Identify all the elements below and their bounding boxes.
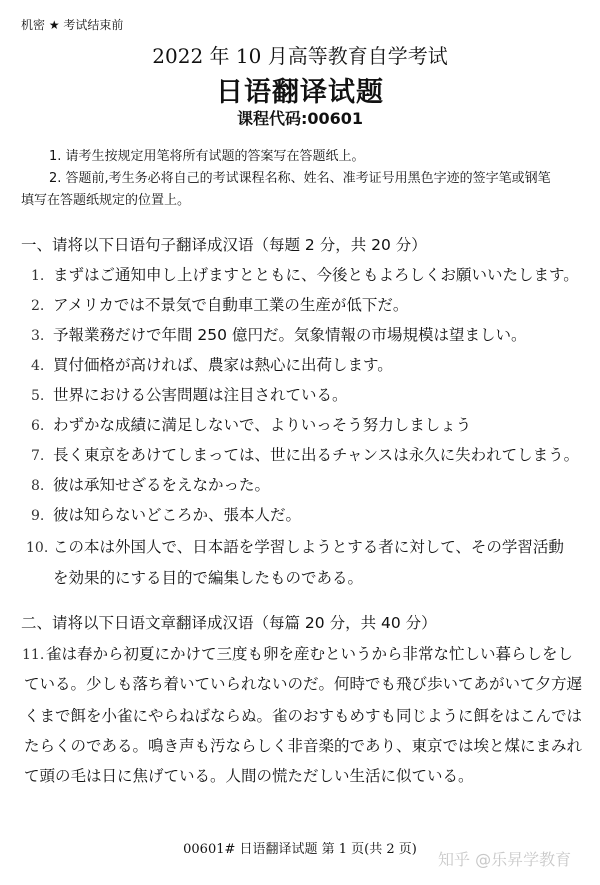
question-4 <box>31 353 393 375</box>
question-7 <box>31 443 579 465</box>
question-text: 買付価格が高ければ、農家は熱心に出荷します。 <box>53 356 393 374</box>
watermark: 知乎 @乐昇学教育 <box>438 850 572 869</box>
question-number: 11. <box>22 647 45 663</box>
question-3 <box>31 323 526 345</box>
question-text: まずはご通知申し上げますとともに、今後ともよろしくお願いいたします。 <box>53 266 579 284</box>
course-code: 课程代码:00601 <box>236 109 364 128</box>
question-text: 彼は承知せざるをえなかった。 <box>53 476 271 494</box>
question-8 <box>31 473 270 495</box>
question-5 <box>31 383 348 405</box>
question-text: 予報業務だけで年間 250 億円だ。気象情報の市場規模は望ましい。 <box>53 326 527 344</box>
passage-line-4: たらくのである。鳴き声も汚ならしく非音楽的であり、東京では埃と煤にまみれ <box>24 737 583 755</box>
question-text: この本は外国人で、日本語を学習しようとする者に対して、その学習活動 <box>53 538 564 556</box>
page-title: 日语翻译试题 <box>216 77 384 108</box>
question-text: 長く東京をあけてしまっては、世に出るチャンスは永久に失われてしまう。 <box>53 446 580 464</box>
question-text: 世界における公害問題は注目されている。 <box>53 386 348 404</box>
question-number: 2. <box>31 298 45 314</box>
passage-text: 雀は春から初夏にかけて三度も卵を産むというから非常な忙しい暮らしをし <box>46 645 574 663</box>
question-2 <box>31 293 408 315</box>
question-number: 4. <box>31 358 45 374</box>
question-number: 3. <box>31 328 45 344</box>
confidential-label: 机密 ★ 考试结束前 <box>21 18 124 32</box>
section-1-heading: 一、请将以下日语句子翻译成汉语（每题 2 分，共 20 分） <box>21 236 427 254</box>
question-number: 9. <box>31 508 45 524</box>
instruction-1: 1. 请考生按规定用笔将所有试题的答案写在答题纸上。 <box>49 149 365 164</box>
question-6 <box>31 413 471 435</box>
passage-line-5: て頭の毛は日に焦げている。人間の慌ただしい生活に似ている。 <box>24 767 474 785</box>
question-text: アメリカでは不景気で自動車工業の生産が低下だ。 <box>53 296 409 314</box>
question-10 <box>26 535 564 557</box>
instruction-2-cont: 填写在答题纸规定的位置上。 <box>21 193 191 208</box>
question-number: 5. <box>31 388 45 404</box>
question-number: 10. <box>26 540 49 556</box>
question-11-line-1 <box>22 642 573 664</box>
question-number: 6. <box>31 418 45 434</box>
question-9 <box>31 503 301 525</box>
question-number: 1. <box>31 268 45 284</box>
page-footer: 00601# 日语翻译试题 第 1 页(共 2 页) <box>183 842 417 857</box>
question-10-cont: を効果的にする目的で編集したものである。 <box>53 569 364 587</box>
instruction-2: 2. 答题前,考生务必将自己的考试课程名称、姓名、准考证号用黑色字迹的签字笔或钢笔 <box>49 171 551 186</box>
question-number: 7. <box>31 448 45 464</box>
question-text: 彼は知らないどころか、張本人だ。 <box>53 506 302 524</box>
question-text: わずかな成績に満足しないで、よりいっそう努力しましょう <box>53 416 472 434</box>
passage-line-3: くまで餌を小雀にやらねばならぬ。雀のおすもめすも同じように餌をはこんでは <box>24 707 583 725</box>
exam-name: 2022 年 10 月高等教育自学考试 <box>152 44 448 68</box>
question-number: 8. <box>31 478 45 494</box>
section-2-heading: 二、请将以下日语文章翻译成汉语（每篇 20 分，共 40 分） <box>21 614 437 632</box>
passage-line-2: ている。少しも落ち着いていられないのだ。何時でも飛び歩いてあがいて夕方遅 <box>24 675 583 693</box>
question-1 <box>31 263 579 285</box>
